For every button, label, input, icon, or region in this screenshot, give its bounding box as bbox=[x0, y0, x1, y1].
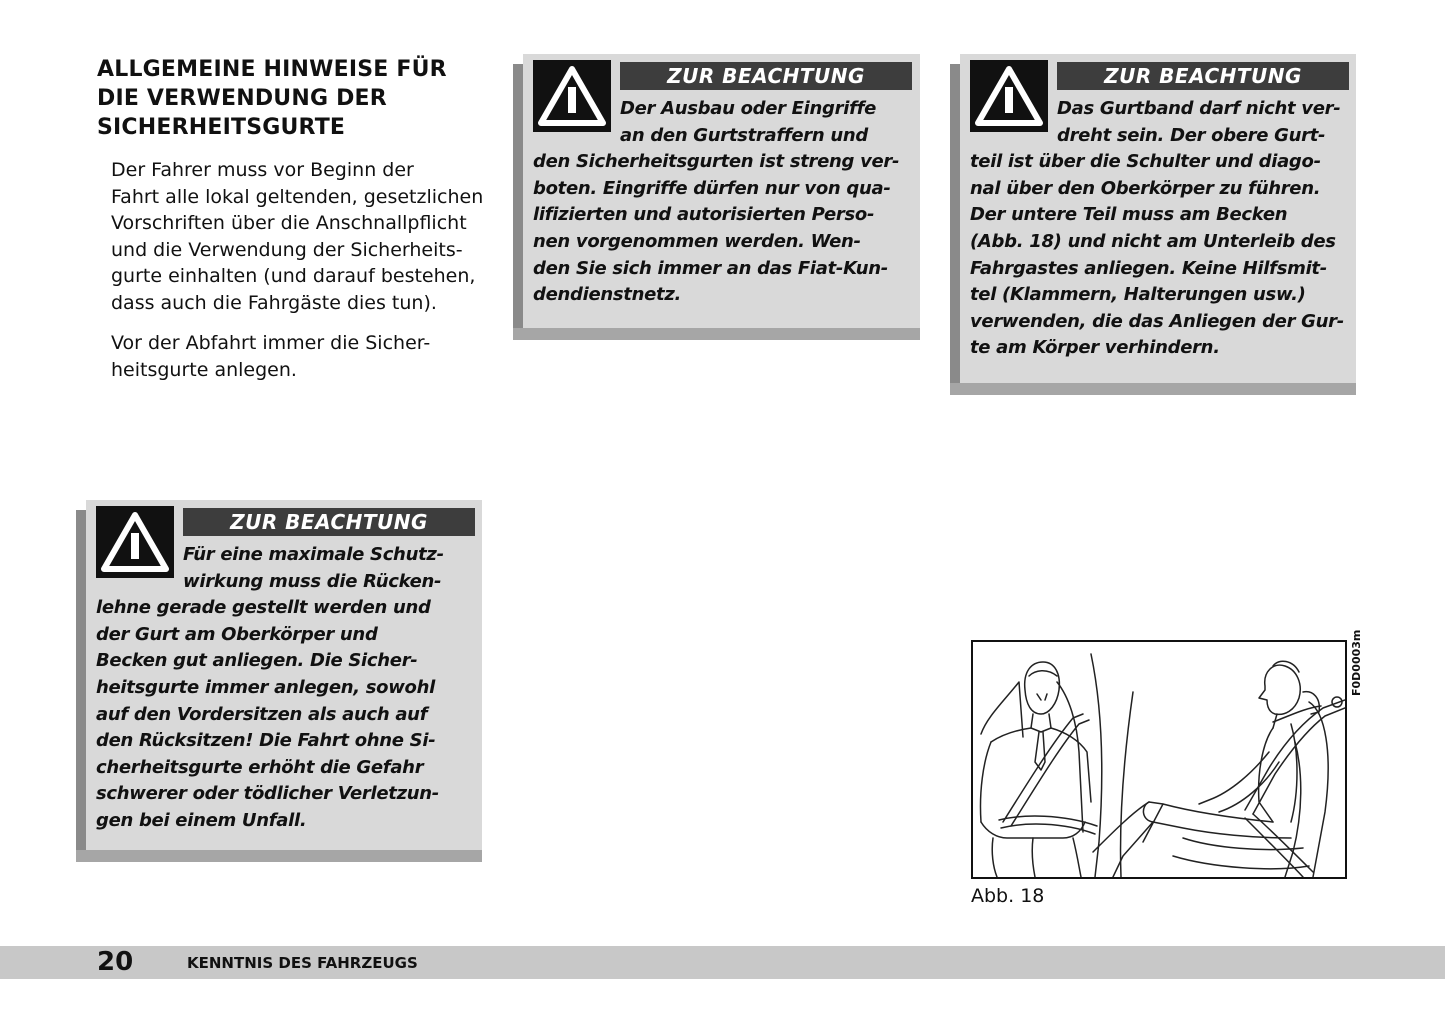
seatbelt-illustration bbox=[971, 640, 1347, 879]
warning-line: gen bei einem Unfall. bbox=[96, 810, 307, 831]
warning-title: ZUR BEACHTUNG bbox=[620, 62, 912, 90]
text-line: Vor der Abfahrt immer die Sicher- bbox=[111, 332, 431, 354]
warning-line: Der Ausbau oder Eingriffe bbox=[620, 98, 877, 119]
warning-line: Fahrgastes anliegen. Keine Hilfsmit- bbox=[970, 257, 1327, 279]
warning-box-protection bbox=[76, 500, 482, 862]
text-line: heitsgurte anlegen. bbox=[111, 358, 297, 381]
warning-box-belt-routing bbox=[950, 54, 1356, 395]
warning-line: nal über den Oberkörper zu führen. bbox=[970, 177, 1321, 199]
heading-line: DIE VERWENDUNG DER bbox=[97, 86, 387, 111]
warning-line: teil ist über die Schulter und diago- bbox=[970, 151, 1321, 173]
intro-paragraph bbox=[97, 157, 484, 317]
text-line: Fahrt alle lokal geltenden, gesetzlichen bbox=[111, 185, 484, 208]
text-line: gurte einhalten (und darauf bestehen, bbox=[111, 265, 476, 288]
warning-line: lifizierten und autorisierten Perso- bbox=[533, 204, 875, 226]
warning-line: Der untere Teil muss am Becken bbox=[970, 204, 1288, 226]
text-line: Vorschriften über die Anschnallpflicht bbox=[111, 212, 467, 235]
warning-line: Für eine maximale Schutz- bbox=[183, 544, 444, 565]
warning-line: nen vorgenommen werden. Wen- bbox=[533, 231, 861, 252]
warning-line: der Gurt am Oberkörper und bbox=[96, 623, 378, 645]
heading-line: ALLGEMEINE HINWEISE FÜR bbox=[97, 57, 447, 82]
warning-line: den Rücksitzen! Die Fahrt ohne Si- bbox=[96, 730, 436, 752]
warning-box-tensioners bbox=[513, 54, 920, 340]
warning-line: boten. Eingriffe dürfen nur von qua- bbox=[533, 177, 891, 199]
warning-triangle-icon bbox=[96, 506, 174, 578]
warning-line: den Sicherheitsgurten ist streng ver- bbox=[533, 151, 900, 173]
warning-line: verwenden, die das Anliegen der Gur- bbox=[970, 310, 1344, 332]
warning-line: auf den Vordersitzen als auch auf bbox=[96, 703, 428, 725]
page-number: 20 bbox=[97, 947, 134, 977]
warning-triangle-icon bbox=[970, 60, 1048, 132]
reminder-paragraph bbox=[97, 330, 477, 383]
warning-line: te am Körper verhindern. bbox=[970, 337, 1220, 359]
text-line: Der Fahrer muss vor Beginn der bbox=[111, 159, 414, 181]
warning-line: wirkung muss die Rücken- bbox=[183, 570, 442, 592]
heading-line: SICHERHEITSGURTE bbox=[97, 115, 346, 140]
warning-line: Becken gut anliegen. Die Sicher- bbox=[96, 650, 418, 672]
text-line: und die Verwendung der Sicherheits- bbox=[111, 238, 463, 261]
chapter-title: KENNTNIS DES FAHRZEUGS bbox=[187, 954, 418, 972]
warning-title: ZUR BEACHTUNG bbox=[1057, 62, 1349, 90]
text-line: dass auch die Fahrgäste dies tun). bbox=[111, 291, 437, 314]
warning-triangle-icon bbox=[533, 60, 611, 132]
warning-line: lehne gerade gestellt werden und bbox=[96, 597, 431, 619]
warning-line: cherheitsgurte erhöht die Gefahr bbox=[96, 756, 424, 778]
warning-line: tel (Klammern, Halterungen usw.) bbox=[970, 284, 1306, 306]
warning-line: dendienstnetz. bbox=[533, 284, 682, 306]
figure-code: F0D0003m bbox=[1350, 629, 1363, 696]
warning-line: dreht sein. Der obere Gurt- bbox=[1057, 124, 1326, 146]
warning-line: den Sie sich immer an das Fiat-Kun- bbox=[533, 257, 888, 279]
warning-line: (Abb. 18) und nicht am Unterleib des bbox=[970, 231, 1336, 252]
section-heading bbox=[97, 55, 482, 142]
warning-line: heitsgurte immer anlegen, sowohl bbox=[96, 677, 436, 698]
warning-title: ZUR BEACHTUNG bbox=[183, 508, 475, 536]
warning-line: Das Gurtband darf nicht ver- bbox=[1057, 98, 1341, 119]
figure-caption: Abb. 18 bbox=[971, 885, 1045, 907]
warning-line: an den Gurtstraffern und bbox=[620, 124, 868, 146]
warning-line: schwerer oder tödlicher Verletzun- bbox=[96, 783, 439, 805]
